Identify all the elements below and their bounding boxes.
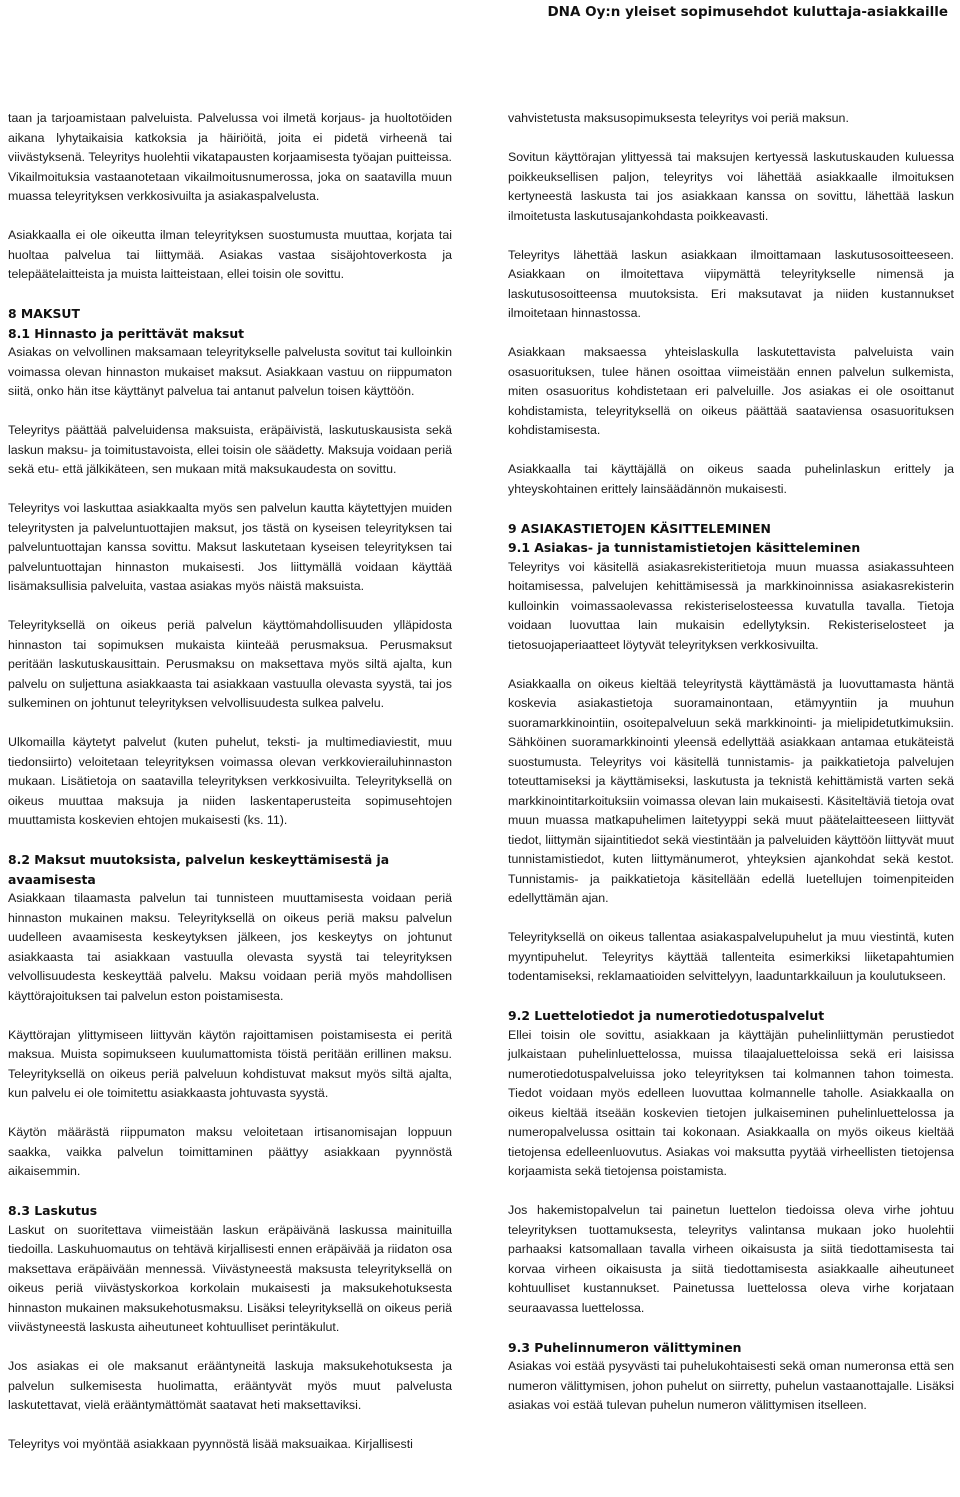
section-heading-9: 9 ASIAKASTIETOJEN KÄSITTELEMINEN (508, 520, 771, 536)
paragraph: Jos hakemistopalvelun tai painetun luettelon tiedoissa oleva virhe johtuu teleyrityksen tuottamuksesta, teleyritys valintansa mukaan joko huolehtii parhaaksi katsomallaan tavalla virheen oikaisusta ja siitä tiedottamisesta tai korvaa virheen oikaisusta ja siitä tiedottamisesta asiakkaalle aiheutuneet kohtuulliset kustannukset. Painetussa luettelossa oleva virhe korjataan seuraavassa luettelossa. (508, 1203, 954, 1315)
paragraph: taan ja tarjoamistaan palveluista. Palvelussa voi ilmetä korjaus- ja huoltotöiden aikana lyhytaikaisia katkoksia ja häiriöitä, joita ei pidetä virheenä tai viivästyksenä. Teleyritys huolehtii vikatapausten korjaamisesta työajan puitteissa. Vikailmoituksia vastaanotetaan vikailmoitusnumerossa, joka on saatavilla muun muassa teleyrityksen verkkosivuilta ja asiakaspalvelusta. (8, 111, 452, 203)
paragraph: Käytön määrästä riippumaton maksu veloitetaan irtisanomisajan loppuun saakka, vaikka palvelun toimittaminen päättyy asiakkaan pyynnöstä aikaisemmin. (8, 1125, 452, 1178)
paragraph: Asiakas on velvollinen maksamaan teleyritykselle palvelusta sovitut tai kulloinkin voimassa olevan hinnaston mukaiset maksut. Asiakkaan vastuu on riippumaton siitä, onko hän itse käyttänyt palvelua tai antanut palvelun toisen käyttöön. (8, 345, 452, 398)
paragraph: Asiakkaalla on oikeus kieltää teleyritystä käyttämästä ja luovuttamasta häntä koskevia asiakastietoja suoramainontaan, etämyyntiin ja muuhun suoramarkkinointiin, osoitepalveluun sekä markkinointi- ja mielipidetutkimuksiin. Sähköinen suoramarkkinointi yleensä edellyttää asiakkaan antamaa etukäteistä suostumusta. Teleyritys voi käsitellä tunnistamis- ja paikkatietoja palvelujen toteuttamiseksi ja käyttämiseksi, laskutusta ja teknistä kehittämistä varten sekä markkinointitarkoituksiin voimassa olevan lain mukaisesti. Käsiteltäviä tietoja ovat muun muassa matkapuhelimen laitetyyppi sekä muut päätelaitteeseen liittyvät tiedot, liittymän sijaintitiedot sekä viestintään ja palveluiden käyttöön liittyvät muut tunnistamistiedot, kuten liittymänumerot, yhteyksien ajankohdat sekä kestot. Tunnistamis- ja paikkatietoja käsitellään edellä luetellujen toimenpiteiden edellyttämän ajan. (508, 676, 954, 905)
subsection-heading-8-1: 8.1 Hinnasto ja perittävät maksut (8, 325, 245, 341)
section-8-1 (8, 324, 452, 402)
left-column (8, 109, 452, 1474)
paragraph: Jos asiakas ei ole maksanut erääntyneitä laskuja maksukehotuksesta ja palvelun sulkemisesta huolimatta, erääntyvät myös muut palvelusta laskutettavat, vielä erääntymättömät saatavat heti maksettaviksi. (8, 1359, 452, 1412)
section-8-3 (8, 1201, 452, 1338)
paragraph: Teleyrityksellä on oikeus periä palvelun käyttömahdollisuuden ylläpidosta hinnaston tai sopimuksen mukaista kiinteää perusmaksua. Perusmaksut peritään laskutuskausittain. Perusmaksu on maksettava myös siltä ajalta, kun palvelu on suljettuna asiakkaasta tai asiakkaan vastuulla olevasta syystä, tai jos sulkeminen on johtunut teleyrityksen velvollisuudesta sulkea palvelu. (8, 618, 452, 710)
paragraph: Asiakkaan maksaessa yhteislaskulla laskutettavista palveluista vain osasuorituksen, tulee hänen osoittaa viimeistään ennen palvelun sulkemista, miten osasuoritus kohdistetaan eri palveluille. Jos asiakas ei ole osoittanut kohdistamista, teleyrityksellä on oikeus päättää saataviensa osasuorituksen kohdistamisesta. (508, 345, 954, 437)
paragraph: Teleyritys päättää palveluidensa maksuista, eräpäivistä, laskutuskausista sekä laskun maksu- ja toimitustavoista, ellei toisin ole säädetty. Maksuja voidaan periä sekä etu- että jälkikäteen, sen mukaan mitä maksukaudesta on sovittu. (8, 423, 452, 476)
paragraph: Laskut on suoritettava viimeistään laskun eräpäivänä laskussa mainituilla tiedoilla. Laskuhuomautus on tehtävä kirjallisesti ennen eräpäivää ja riidaton osa maksettava eräpäivään mennessä. Viivästyneestä maksusta teleyrityksellä on oikeus periä viivästyskorkoa korkolain mukaisesti ja maksukehotuksesta hinnaston mukainen maksukehotusmaksu. Lisäksi teleyrityksellä on oikeus periä viivästyneestä laskusta aiheutuneet kohtuulliset perintäkulut. (8, 1222, 452, 1334)
section-heading-8: 8 MAKSUT (8, 306, 80, 321)
paragraph: Asiakkaalla ei ole oikeutta ilman teleyrityksen suostumusta muuttaa, korjata tai huoltaa palvelua tai liittymää. Asiakas vastaa sisäjohtoverkosta ja telepäätelaitteista ja muista laitteistaan, ellei toisin ole sovittu. (8, 228, 452, 281)
section-9-3 (508, 1338, 954, 1416)
paragraph: Teleyritys voi laskuttaa asiakkaalta myös sen palvelun kautta käytettyjen muiden teleyritysten ja palveluntuottajien maksut, jos tästä on kyseisen teleyrityksen tai palveluntuottajan kanssa sovittu. Maksut laskutetaan kyseisen teleyrityksen tai palveluntuottajan hinnaston mukaisesti. Jos liittymällä voidaan käyttää lisämaksullisia palveluita, vastaa asiakas myös näistä maksuista. (8, 501, 452, 593)
paragraph: Teleyritys voi myöntää asiakkaan pyynnöstä lisää maksuaikaa. Kirjallisesti (8, 1437, 413, 1451)
subsection-heading-9-3: 9.3 Puhelinnumeron välittyminen (508, 1339, 742, 1355)
page-header: DNA Oy:n yleiset sopimusehdot kuluttaja-asiakkaille (547, 4, 948, 20)
paragraph: Sovitun käyttörajan ylittyessä tai maksujen kertyessä laskutuskauden kuluessa poikkeuksellisen paljon, teleyritys voi lähettää asiakkaalle ilmoituksen kertyneestä laskusta tai jos asiakkaan kanssa on sovittu, lähettää laskun ilmoitetusta laskutusajankohdasta poikkeavasti. (508, 150, 954, 223)
paragraph: Teleyritys lähettää laskun asiakkaan ilmoittamaan laskutusosoitteeseen. Asiakkaan on ilmoitettava viipymättä teleyritykselle nimensä ja laskutusosoitteensa muutoksista. Eri maksutavat ja niiden kustannukset ilmoitetaan hinnastossa. (508, 247, 954, 320)
section-9-1 (508, 538, 954, 655)
right-column (508, 109, 954, 1435)
paragraph: Teleyrityksellä on oikeus tallentaa asiakaspalvelupuhelut ja muu viestintä, kuten myyntipuhelut. Teleyritys käyttää tallenteita esimerkiksi liiketapahtumien todentamiseksi, reklamaatioiden selvittelyyn, laaduntarkkailuun ja koulutukseen. (508, 930, 954, 983)
paragraph: Teleyritys voi käsitellä asiakasrekisteritietoja muun muassa asiakassuhteen hoitamisessa, palvelujen kehittämisessä ja markkinoinnissa asiakasrekisterin kulloinkin voimassaolevassa rekisteriselosteessa kuvatulla tavalla. Tietoja voidaan luovuttaa lain mukaisin edellytyksin. Rekisteriselosteet ja tietosuojaperiaatteet löytyvät teleyrityksen verkkosivuilta. (508, 559, 954, 652)
paragraph: Asiakkaalla tai käyttäjällä on oikeus saada puhelinlaskun erittely ja yhteyskohtainen erittely lainsäädännön mukaisesti. (508, 462, 954, 496)
subsection-heading-9-1: 9.1 Asiakas- ja tunnistamistietojen käsitteleminen (508, 540, 861, 555)
paragraph: Käyttörajan ylittymiseen liittyvän käytön rajoittamisen poistamisesta ei peritä maksua. Muista sopimukseen kuulumattomista töistä peritään erillinen maksu. Teleyrityksellä on oikeus periä palveluun kohdistuvat maksut myös siltä ajalta, kun palvelu ei ole toimitettu asiakkaasta johtuvasta syystä. (8, 1027, 452, 1100)
paragraph: Asiakkaan tilaamasta palvelun tai tunnisteen muuttamisesta voidaan periä hinnaston mukainen maksu. Teleyrityksellä on oikeus periä maksu palvelun uudelleen avaamisesta keskeytyksen jälkeen, jos keskeytys on johtunut asiakkaasta tai asiakkaan vastuulla olevasta syystä tai teleyrityksen velvollisuudesta keskeyttää palvelu. Maksu voidaan periä myös mahdollisen käyttörajoituksen tai palvelun eston poistamisesta. (8, 891, 452, 1003)
paragraph: Ellei toisin ole sovittu, asiakkaan ja käyttäjän puhelinliittymän perustiedot julkaistaan puhelinluettelossa, muissa tilaajaluetteloissa sekä eri laisissa numerotiedotuspalveluissa joko teleyrityksen tai kolmannen tahon toimesta. Tiedot voidaan myös edelleen luovuttaa kolmannelle taholle. Asiakkaalla on oikeus kieltää itseään koskevien tietojen julkaiseminen puhelinluettelossa ja numeropalvelussa osittain tai kokonaan. Asiakkaalla on myös oikeus kieltää tietojensa edelleenluovutus. Asiakas voi maksutta pyytää virheellisten tietojensa korjaamista sekä tietojensa poistamista. (508, 1027, 954, 1178)
section-8-2 (8, 850, 452, 1006)
paragraph: Ulkomailla käytetyt palvelut (kuten puhelut, teksti- ja multimediaviestit, muu tiedonsiirto) veloitetaan teleyrityksen voimassa olevan verkkovierailuhinnaston mukaan. Lisätietoja on saatavilla teleyrityksen verkkosivuilta. Teleyrityksellä on oikeus muuttaa maksuja ja niiden laskentaperusteita sopimusehtojen muuttamista koskevien ehtojen mukaisesti (ks. 11). (8, 735, 452, 827)
paragraph: Asiakas voi estää pysyvästi tai puhelukohtaisesti sekä oman numeronsa että sen numeron välittymisen, johon puhelut on siirretty, puhelun vastaanottajalle. Lisäksi asiakas voi estää tulevan puhelun numeron välittymisen itselleen. (508, 1359, 954, 1412)
subsection-heading-8-2: 8.2 Maksut muutoksista, palvelun keskeyttämisestä ja avaamisesta (8, 852, 390, 887)
subsection-heading-8-3: 8.3 Laskutus (8, 1203, 98, 1218)
section-9-2 (508, 1006, 954, 1182)
subsection-heading-9-2: 9.2 Luettelotiedot ja numerotiedotuspalvelut (508, 1008, 825, 1023)
paragraph: vahvistetusta maksusopimuksesta teleyritys voi periä maksun. (508, 111, 849, 125)
